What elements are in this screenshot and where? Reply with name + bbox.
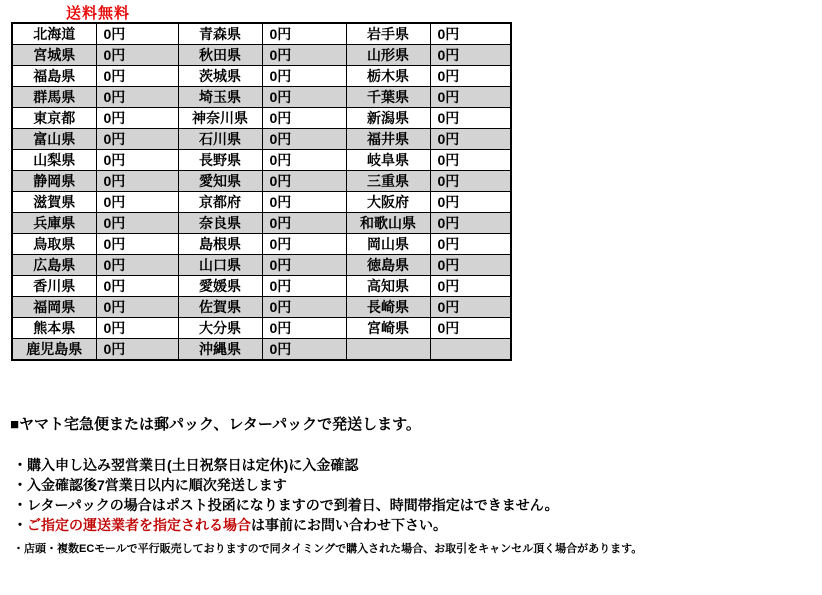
bullet-marker: ・ [13,517,27,533]
bullet-marker: ・ [13,477,27,493]
fee-cell: 0円 [96,87,178,108]
shipping-fee-table [11,22,512,361]
fee-cell: 0円 [430,66,511,87]
fee-cell: 0円 [262,213,346,234]
prefecture-cell: 奈良県 [178,213,262,234]
prefecture-cell: 愛知県 [178,171,262,192]
prefecture-cell: 沖縄県 [178,339,262,361]
prefecture-cell: 島根県 [178,234,262,255]
fee-cell: 0円 [430,318,511,339]
prefecture-cell: 大阪府 [346,192,430,213]
fee-cell: 0円 [96,255,178,276]
fee-cell: 0円 [96,45,178,66]
fee-cell: 0円 [96,150,178,171]
fee-cell: 0円 [262,192,346,213]
fee-cell: 0円 [262,276,346,297]
prefecture-cell: 山形県 [346,45,430,66]
fee-cell: 0円 [430,192,511,213]
prefecture-cell: 愛媛県 [178,276,262,297]
free-shipping-label: 送料無料 [66,5,131,22]
fee-cell: 0円 [96,129,178,150]
prefecture-cell: 徳島県 [346,255,430,276]
fee-cell: 0円 [262,234,346,255]
prefecture-cell: 岡山県 [346,234,430,255]
prefecture-cell: 茨城県 [178,66,262,87]
prefecture-cell: 山口県 [178,255,262,276]
prefecture-cell: 石川県 [178,129,262,150]
fee-cell: 0円 [262,297,346,318]
prefecture-cell: 京都府 [178,192,262,213]
bullet-marker: ・ [13,457,27,473]
prefecture-cell: 高知県 [346,276,430,297]
table-row [12,339,511,361]
fee-cell: 0円 [262,45,346,66]
fee-cell: 0円 [430,45,511,66]
prefecture-cell: 静岡県 [12,171,96,192]
fee-cell: 0円 [96,276,178,297]
table-row [12,150,511,171]
table-row [12,255,511,276]
table-row [12,171,511,192]
fee-cell: 0円 [262,66,346,87]
prefecture-cell: 広島県 [12,255,96,276]
prefecture-cell: 福岡県 [12,297,96,318]
fee-cell: 0円 [262,150,346,171]
note-line-payment-confirm [13,455,559,475]
shipping-notes-list [13,455,559,535]
table-row [12,23,511,45]
fee-cell: 0円 [262,318,346,339]
prefecture-cell: 鹿児島県 [12,339,96,361]
cancel-policy-footnote [13,540,642,556]
prefecture-cell: 三重県 [346,171,430,192]
table-row [12,45,511,66]
fee-cell: 0円 [430,171,511,192]
highlighted-note-text: ご指定の運送業者を指定される場合 [27,517,251,533]
fee-cell: 0円 [430,276,511,297]
prefecture-cell: 滋賀県 [12,192,96,213]
prefecture-cell: 熊本県 [12,318,96,339]
note-text: は事前にお問い合わせ下さい。 [251,517,447,533]
prefecture-cell [346,339,430,361]
prefecture-cell: 群馬県 [12,87,96,108]
fee-cell: 0円 [430,150,511,171]
fee-cell: 0円 [96,23,178,45]
prefecture-cell: 岩手県 [346,23,430,45]
prefecture-cell: 北海道 [12,23,96,45]
fee-cell: 0円 [430,255,511,276]
prefecture-cell: 宮崎県 [346,318,430,339]
prefecture-cell: 青森県 [178,23,262,45]
prefecture-cell: 大分県 [178,318,262,339]
fee-cell: 0円 [430,129,511,150]
prefecture-cell: 富山県 [12,129,96,150]
fee-cell: 0円 [262,87,346,108]
fee-cell: 0円 [262,23,346,45]
table-row [12,318,511,339]
prefecture-cell: 埼玉県 [178,87,262,108]
fee-cell: 0円 [430,297,511,318]
shipping-method-heading: ■ヤマト宅急便または郵パック、レターパックで発送します。 [10,416,421,433]
fee-cell: 0円 [96,318,178,339]
footnote-text: 店頭・複数ECモールで平行販売しておりますので同タイミングで購入された場合、お取引をキャンセル頂く場合があります。 [24,543,643,555]
note-line-letterpack [13,495,559,515]
fee-cell: 0円 [96,297,178,318]
prefecture-cell: 福井県 [346,129,430,150]
fee-cell: 0円 [430,213,511,234]
fee-cell: 0円 [96,108,178,129]
prefecture-cell: 新潟県 [346,108,430,129]
prefecture-cell: 佐賀県 [178,297,262,318]
note-line-carrier-request [13,515,559,535]
table-row [12,213,511,234]
prefecture-cell: 鳥取県 [12,234,96,255]
fee-cell: 0円 [262,171,346,192]
note-text: 入金確認後7営業日以内に順次発送します [27,477,287,493]
fee-cell [430,339,511,361]
fee-cell: 0円 [262,129,346,150]
fee-cell: 0円 [430,108,511,129]
prefecture-cell: 東京都 [12,108,96,129]
prefecture-cell: 宮城県 [12,45,96,66]
fee-cell: 0円 [96,339,178,361]
bullet-marker: ・ [13,497,27,513]
table-row [12,276,511,297]
fee-cell: 0円 [96,171,178,192]
prefecture-cell: 岐阜県 [346,150,430,171]
prefecture-cell: 栃木県 [346,66,430,87]
table-row [12,234,511,255]
prefecture-cell: 和歌山県 [346,213,430,234]
prefecture-cell: 香川県 [12,276,96,297]
bullet-marker: ・ [13,543,24,555]
table-row [12,66,511,87]
shipping-fee-table-body [12,23,511,360]
fee-cell: 0円 [430,234,511,255]
fee-cell: 0円 [96,213,178,234]
fee-cell: 0円 [96,66,178,87]
table-row [12,192,511,213]
prefecture-cell: 山梨県 [12,150,96,171]
fee-cell: 0円 [262,339,346,361]
fee-cell: 0円 [262,108,346,129]
prefecture-cell: 福島県 [12,66,96,87]
table-row [12,108,511,129]
prefecture-cell: 長野県 [178,150,262,171]
note-text: 購入申し込み翌営業日(土日祝祭日は定休)に入金確認 [27,457,359,473]
table-row [12,87,511,108]
fee-cell: 0円 [96,234,178,255]
fee-cell: 0円 [430,87,511,108]
note-text: レターパックの場合はポスト投函になりますので到着日、時間帯指定はできません。 [27,497,559,513]
prefecture-cell: 秋田県 [178,45,262,66]
prefecture-cell: 長崎県 [346,297,430,318]
fee-cell: 0円 [262,255,346,276]
fee-cell: 0円 [96,192,178,213]
table-row [12,297,511,318]
table-row [12,129,511,150]
fee-cell: 0円 [430,23,511,45]
note-line-shipping-schedule [13,475,559,495]
prefecture-cell: 神奈川県 [178,108,262,129]
prefecture-cell: 兵庫県 [12,213,96,234]
prefecture-cell: 千葉県 [346,87,430,108]
